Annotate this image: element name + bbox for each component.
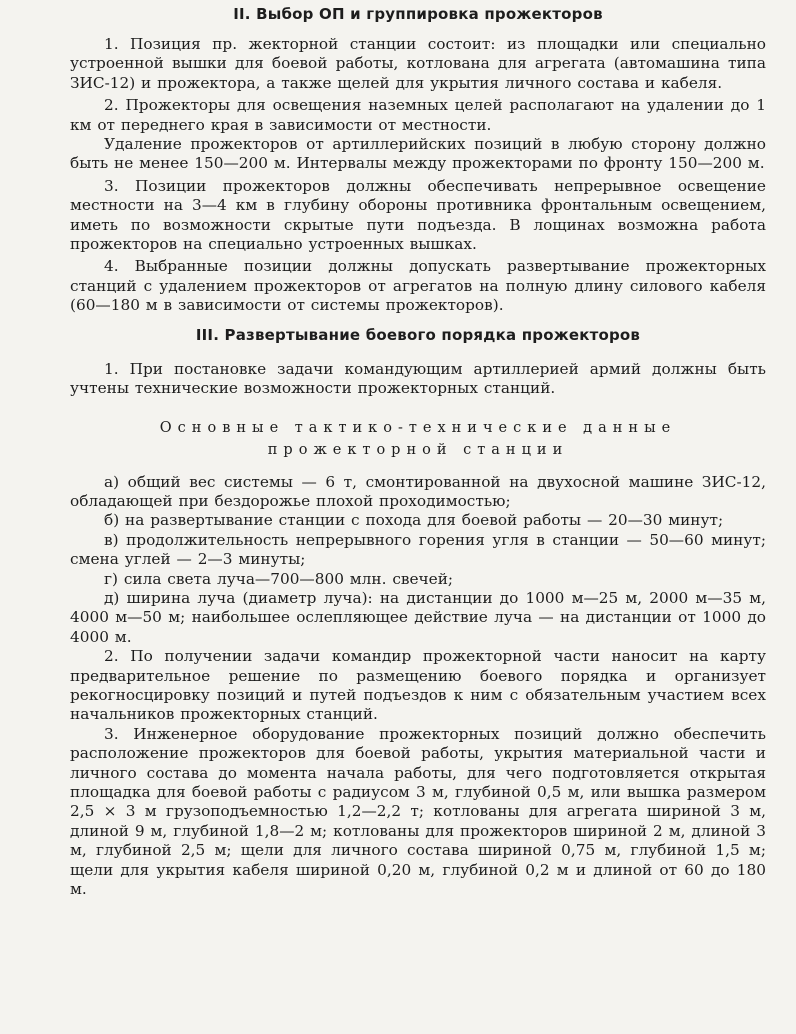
subsection-heading-line-2: прожекторной станции [267,441,569,458]
spec-item-e: д) ширина луча (диаметр луча): на дистанции до 1000 м—25 м, 2000 м—35 м, 4000 м—50 м; наибольшее ослепляющее действие луча — на дистанции от 1000 до 4000 м. [70,588,766,646]
section-2-paragraph-5: 4. Выбранные позиции должны допускать развертывание прожекторных станций с удалением прожекторов от агрегатов на полную длину силового кабеля (60—180 м в зависимости от системы прожекторов). [70,257,766,315]
subsection-heading [70,417,766,461]
spec-item-d: г) сила света луча—700—800 млн. свечей; [104,569,454,588]
section-2-paragraph-2: 2. Прожекторы для освещения наземных целей располагают на удалении до 1 км от переднего края в зависимости от местности. [70,96,766,134]
spec-item-c: в) продолжительность непрерывного горения угля в станции — 50—60 минут; смена углей — 2—3 минуты; [70,530,766,569]
section-2-paragraph-1: 1. Позиция пр. жекторной станции состоит: из площадки или специально устроенной вышки для боевой работы, котлована для агрегата (автомашина типа ЗИС-12) и прожектора, а также щелей для укрытия личного состава и кабеля. [70,35,766,92]
section-2-paragraph-4: 3. Позиции прожекторов должны обеспечивать непрерывное освещение местности на 3—4 км в глубину обороны противника фронтальным освещением, иметь по возможности скрытые пути подъезда. В лощинах возможна работа прожекторов на специально устроенных вышках. [70,176,766,254]
spec-item-b: б) на развертывание станции с похода для боевой работы — 20—30 минут; [104,511,724,530]
section-2-title: II. Выбор ОП и группировка прожекторов [233,5,603,23]
spec-item-a: а) общий вес системы — 6 т, смонтированной на двухосной машине ЗИС-12, обладающей при бездорожье плохой проходимостью; [70,472,766,510]
subsection-heading-line-1: Основные тактико-технические данные [159,419,677,436]
section-3-title: III. Развертывание боевого порядка прожекторов [195,325,641,344]
section-3-intro: 1. При постановке задачи командующим артиллерией армий должны быть учтены технические возможности прожекторных станций. [70,359,766,398]
section-3-paragraph-2: 2. По получении задачи командир прожекторной части наносит на карту предварительное решение по размещению боевого порядка и организует рекогносцировку позиций и путей подъездов к ним с обязательным участием всех начальников прожекторных станций. [70,647,766,724]
section-3-paragraph-3: 3. Инженерное оборудование прожекторных позиций должно обеспечить расположение прожекторов для боевой работы, укрытия материальной части и личного состава до момента начала работы, для чего подготовляется открытая площадка для боевой работы с радиусом 3 м, глубиной 0,5 м, или вышка размером 2,5 × 3 м грузоподъемностью 1,2—2,2 т; котлованы для агрегата шириной 3 м, длиной 9 м, глубиной 1,8—2 м; котлованы для прожекторов шириной 2 м, длиной 3 м, глубиной 2,5 м; щели для личного состава шириной 0,75 м, глубиной 1,5 м; щели для укрытия кабеля шириной 0,20 м, глубиной 0,2 м и длиной от 60 до 180 м. [70,724,766,899]
section-2-paragraph-3: Удаление прожекторов от артиллерийских позиций в любую сторону должно быть не менее 150—200 м. Интервалы между прожекторами по фронту 150—200 м. [70,135,766,173]
